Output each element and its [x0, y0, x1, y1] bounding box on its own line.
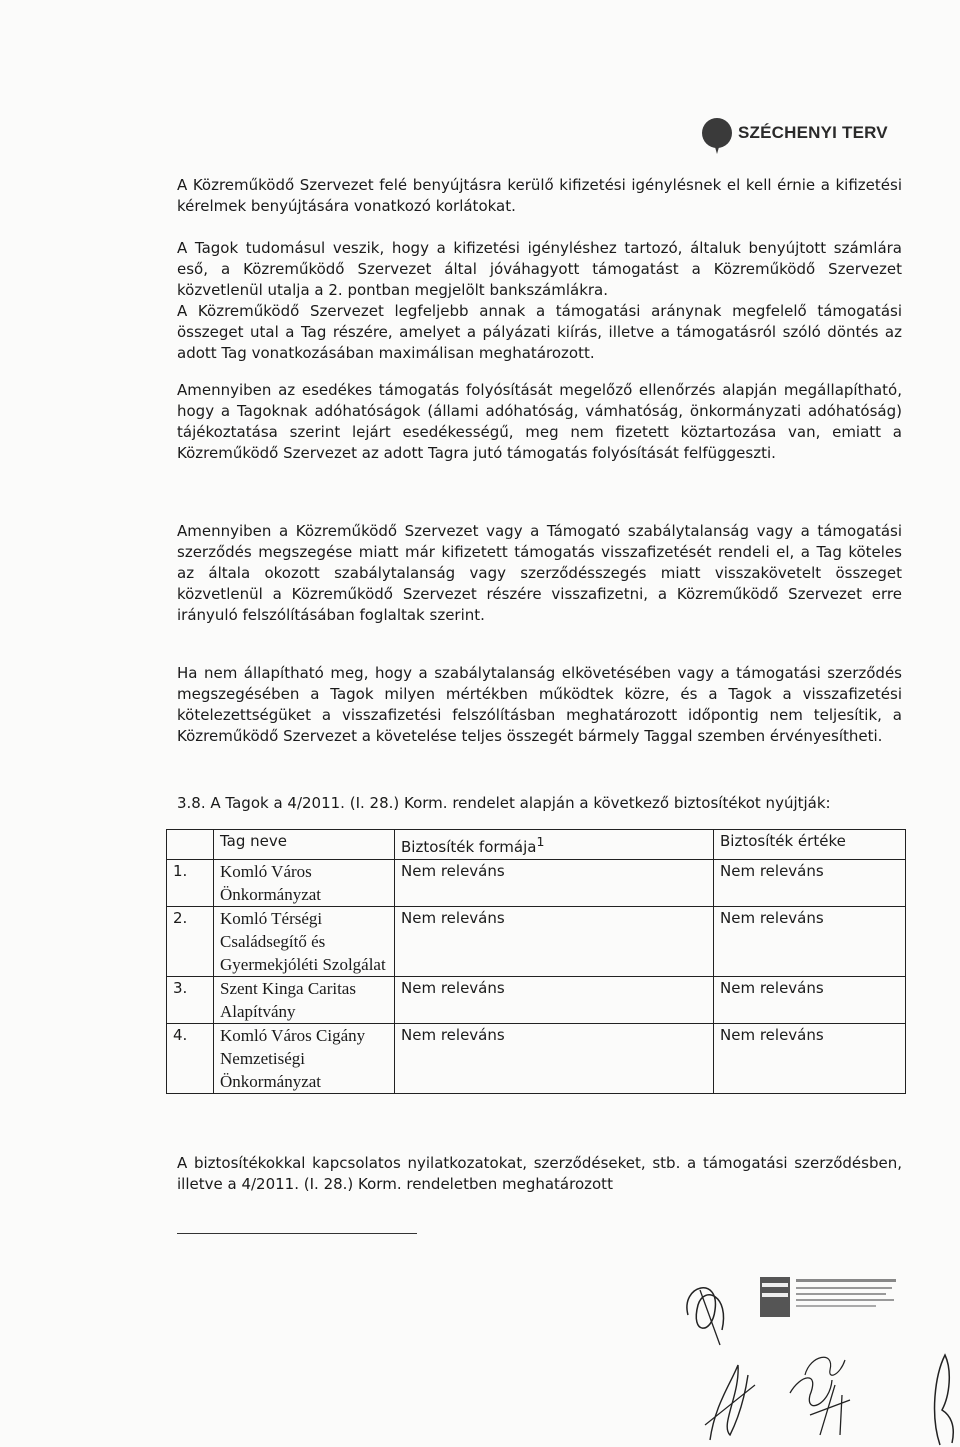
paragraph-guarantee-statements: A biztosítékokkal kapcsolatos nyilatkozatokat, szerződéseket, stb. a támogatási szerződésben, illetve a 4/2011. (I. 28.) Korm. rendeletben meghatározott	[177, 1154, 902, 1193]
paragraph-joint-liability: Ha nem állapítható meg, hogy a szabálytalanság elkövetésében vagy a támogatási szerződés megszegésében a Tagok milyen mértékben működtek közre, és a Tagok a visszafizetési kötelezettségüket a visszafizetési felszólításban meghatározott időpontig nem teljesítik, a Közreműködő Szervezet a követelése teljes összegét bármely Taggal szemben érvényesítheti.	[177, 664, 902, 745]
row-guarantee-value: Nem releváns	[714, 977, 906, 1024]
paragraph-direct-transfer: A Tagok tudomásul veszik, hogy a kifizetési igényléshez tartozó, általuk benyújtott számlára eső, a Közreműködő Szervezet által jóváhagyott támogatást a Közreműködő Szervezet közvetlenül utalja a 2. pontban megjelölt bankszámlákra.	[177, 239, 902, 299]
table-row	[167, 860, 906, 907]
paragraph-tax-debt-suspension: Amennyiben az esedékes támogatás folyósítását megelőző ellenőrzés alapján megállapítható, hogy a Tagoknak adóhatóságok (állami adóhatóság, vámhatóság, önkormányzati adóhatóság) tájékoztatása szerint lejárt esedékességű, meg nem fizetett köztartozása van, emiatt a Közreműködő Szervezet az adott Tagra jutó támogatás folyósítását felfüggeszti.	[177, 381, 902, 462]
row-member-name: Komló Térségi Családsegítő és Gyermekjóléti Szolgálat	[214, 907, 395, 977]
signatures-area	[660, 1275, 960, 1447]
header-guarantee-form	[395, 830, 714, 860]
footnote-marker: 1	[536, 834, 545, 849]
header-member-name: Tag neve	[214, 830, 395, 860]
row-guarantee-value: Nem releváns	[714, 1024, 906, 1094]
table-row	[167, 977, 906, 1024]
row-member-name: Szent Kinga Caritas Alapítvány	[214, 977, 395, 1024]
szechenyi-terv-emblem-icon	[702, 118, 732, 148]
table-row	[167, 1024, 906, 1094]
row-number: 1.	[167, 860, 214, 907]
row-number: 3.	[167, 977, 214, 1024]
section-heading-guarantees: 3.8. A Tagok a 4/2011. (I. 28.) Korm. rendelet alapján a következő biztosítékot nyújtják:	[177, 794, 831, 812]
row-number: 2.	[167, 907, 214, 977]
logo-text: SZÉCHENYI TERV	[738, 123, 888, 142]
guarantees-table	[166, 829, 906, 1094]
paragraph-payment-limits: A Közreműködő Szervezet felé benyújtásra kerülő kifizetési igénylésnek el kell érnie a kifizetési kérelmek benyújtására vonatkozó korlátokat.	[177, 176, 902, 215]
handwritten-signatures-icon	[660, 1275, 960, 1447]
paragraph-repayment: Amennyiben a Közreműködő Szervezet vagy a Támogató szabálytalanság vagy a támogatási szerződés megszegése miatt már kifizetett támogatás visszafizetését rendeli el, a Tag köteles az általa okozott szabálytalanság vagy szerződésszegés miatt visszakövetelt összeget közvetlenül a Közreműködő Szervezet részére visszafizetni, a Közreműködő Szervezet erre irányuló felszólításában foglaltak szerint.	[177, 522, 902, 624]
header-guarantee-value: Biztosíték értéke	[714, 830, 906, 860]
table-header-row	[167, 830, 906, 860]
paragraph-support-amount: A Közreműködő Szervezet legfeljebb annak a támogatási aránynak megfelelő támogatási összeget utal a Tag részére, amelyet a pályázati kiírás, illetve a támogatásról szóló döntés az adott Tag vonatkozásában maximálisan meghatározott.	[177, 302, 902, 362]
row-guarantee-form: Nem releváns	[395, 977, 714, 1024]
row-guarantee-value: Nem releváns	[714, 860, 906, 907]
row-guarantee-value: Nem releváns	[714, 907, 906, 977]
row-member-name: Komló Város Cigány Nemzetiségi Önkormányzat	[214, 1024, 395, 1094]
row-guarantee-form: Nem releváns	[395, 907, 714, 977]
row-number: 4.	[167, 1024, 214, 1094]
header-num	[167, 830, 214, 860]
footnote-divider	[177, 1233, 417, 1234]
row-guarantee-form: Nem releváns	[395, 860, 714, 907]
row-guarantee-form: Nem releváns	[395, 1024, 714, 1094]
row-member-name: Komló Város Önkormányzat	[214, 860, 395, 907]
header-guarantee-form-label: Biztosíték formája	[401, 838, 537, 856]
szechenyi-terv-logo	[702, 118, 888, 148]
table-row	[167, 907, 906, 977]
